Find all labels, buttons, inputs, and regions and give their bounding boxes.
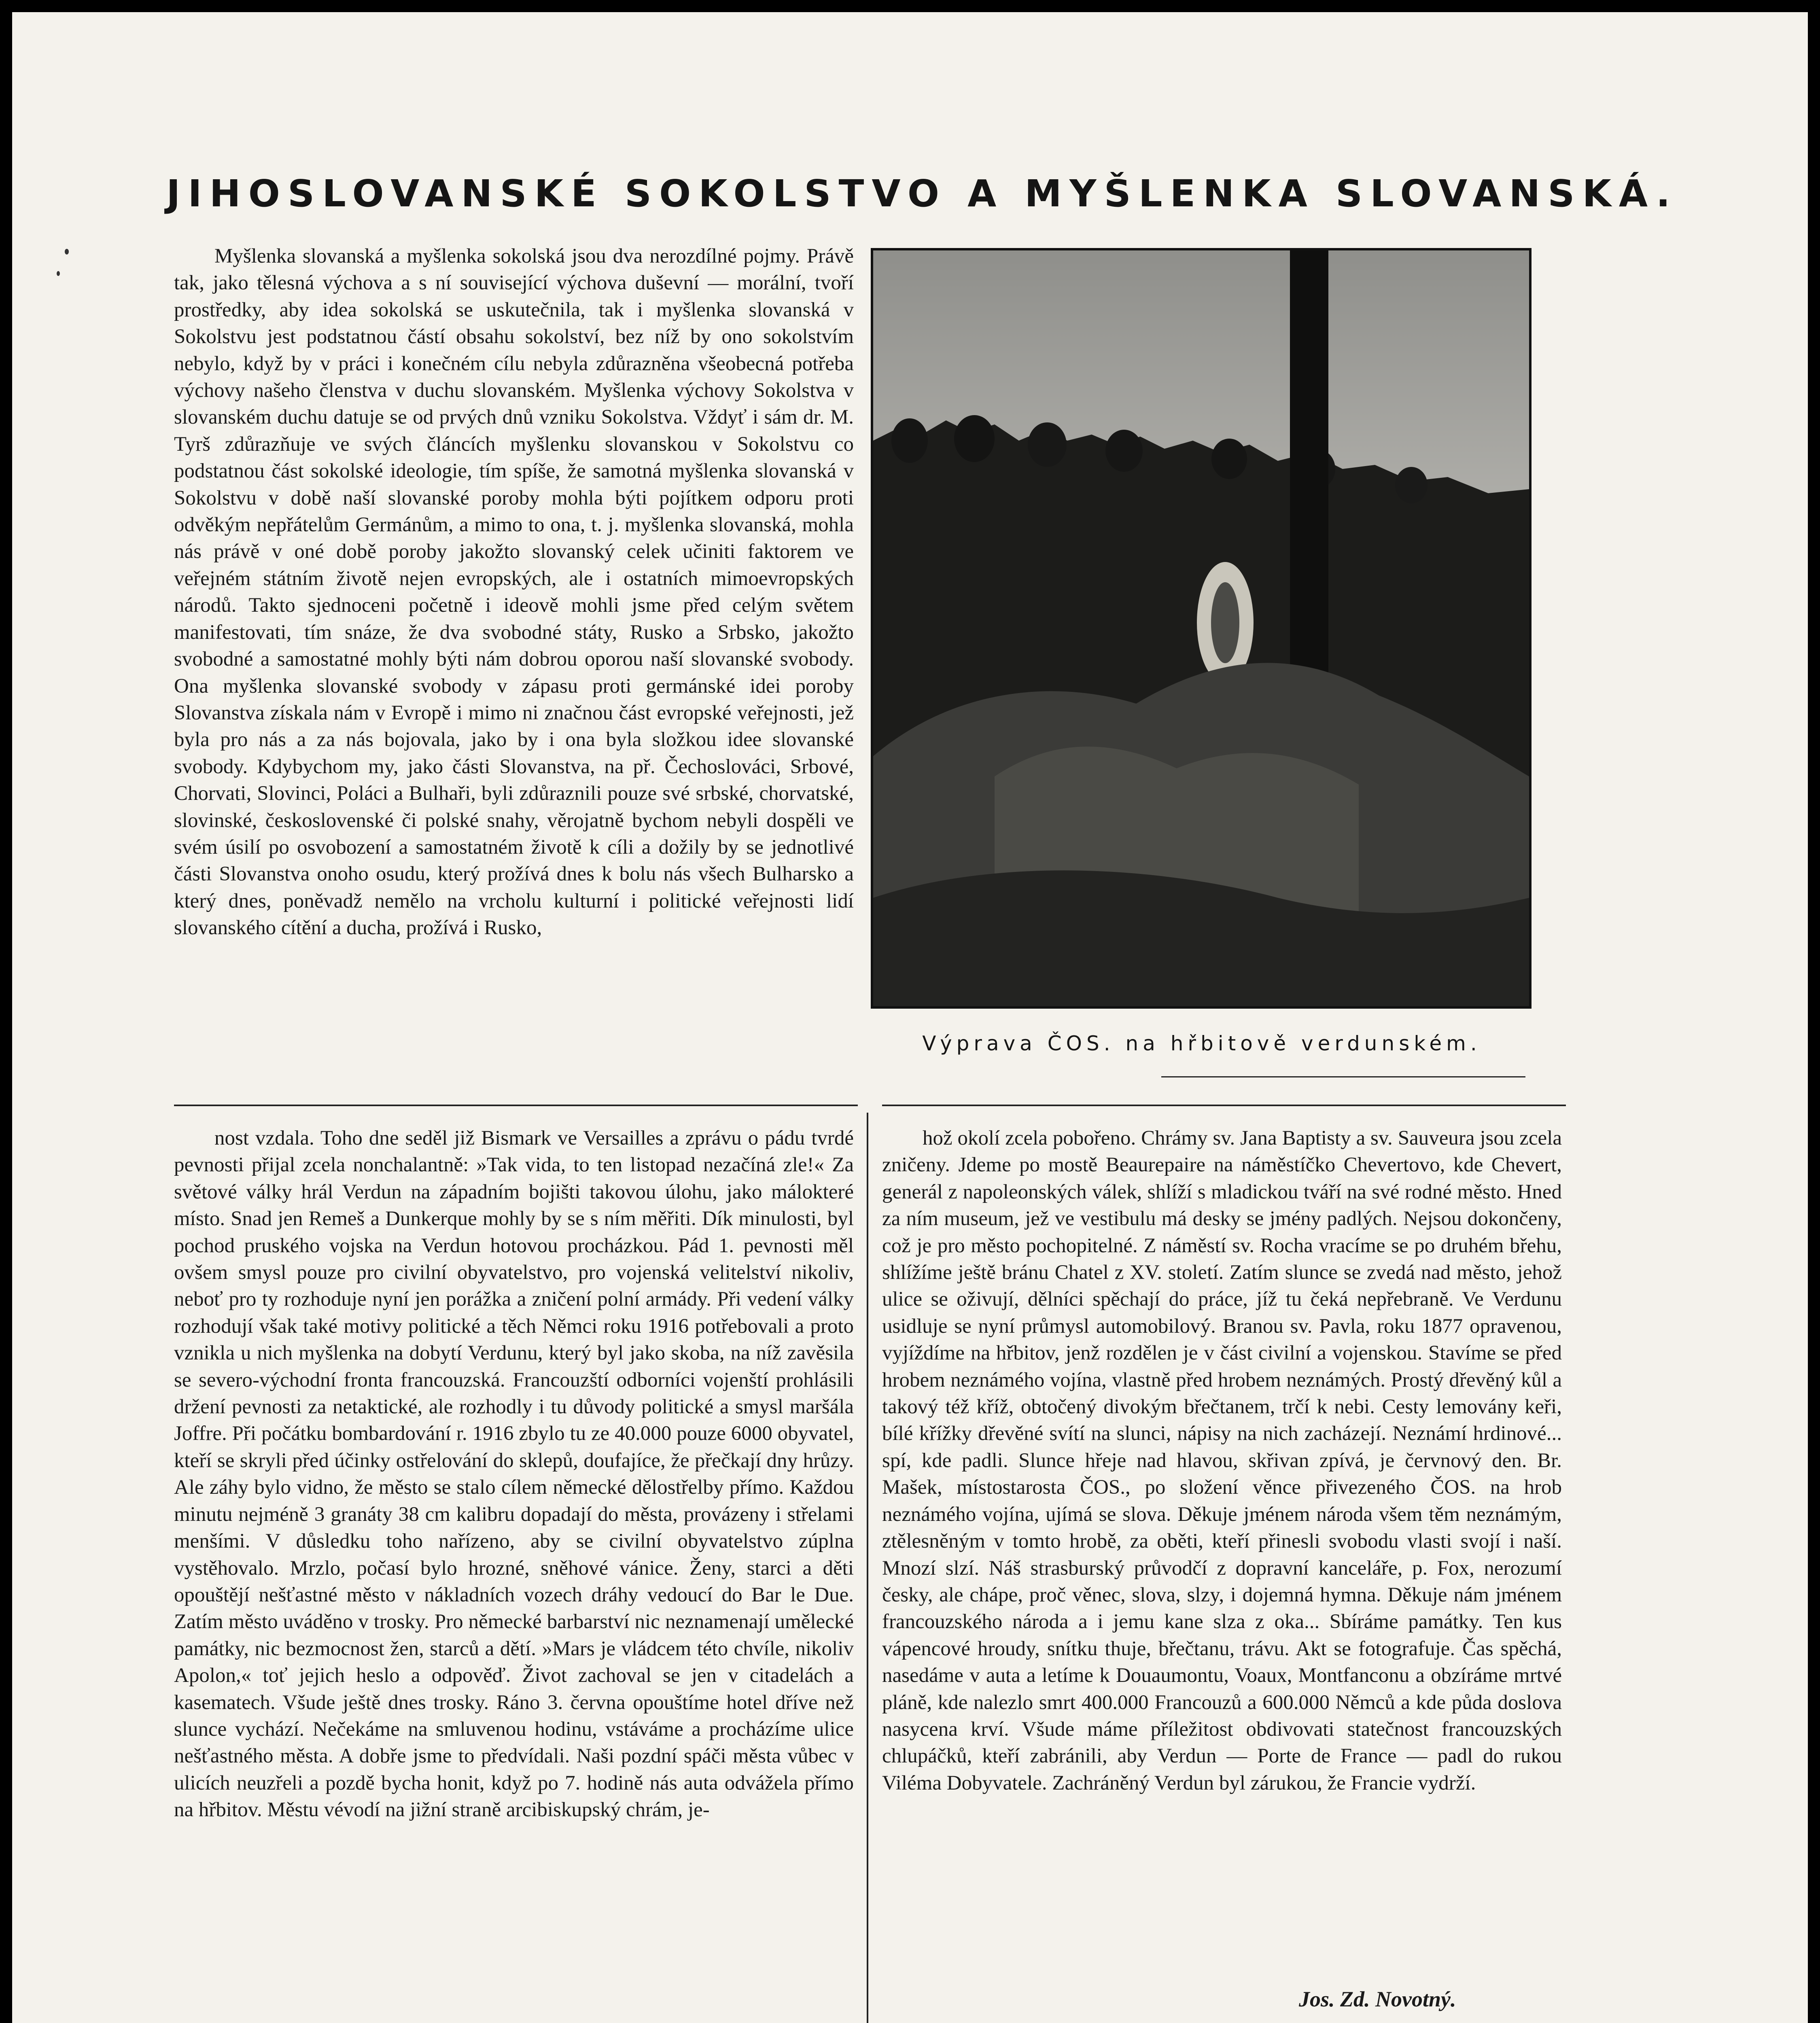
column-separator — [867, 1113, 868, 2023]
section-divider-right — [882, 1105, 1566, 1106]
scan-speck — [65, 249, 69, 254]
page-sheet — [12, 12, 1808, 2023]
photo-caption: Výprava ČOS. na hřbitově verdunském. — [922, 1032, 1481, 1055]
section-divider-left — [174, 1105, 858, 1106]
left-column-text: nost vzdala. Toho dne seděl již Bismark ve Versailles a zprávu o pádu tvrdé pevnosti přijal zcela nonchalantně: »Tak vida, to ten listopad nezačíná zle!« Za světové války hrál Verdun na západním bojišti takovou úlohu, jako málokteré místo. Snad jen Remeš a Dunkerque mohly by se s ním měřiti. Dík minulosti, byl pochod pruského vojska na Verdun hotovou procházkou. Pád 1. pevnosti měl ovšem smysl pouze pro civilní obyvatelstvo, pro vojenská velitelství nikoliv, neboť pro ty rozhoduje nyní jen porážka a zničení polní armády. Při vedení války rozhodují však také motivy politické a těch Němci roku 1916 potřebovali a proto vznikla u nich myšlenka na dobytí Verdunu, který byl jako skoba, na níž zavěsila se severo-východní fronta francouzská. Francouzští odborníci vojenští prohlásili držení pevnosti za netaktické, ale rozhodly i tu důvody politické a smysl maršála Joffre. Při počátku bombardování r. 1916 zbylo tu ze 40.000 pouze 6000 obyvatel, kteří se skryli před účinky ostřelování do sklepů, doufajíce, že přečkají dny hrůzy. Ale záhy bylo vidno, že město se stalo cílem německé dělostřelby přímo. Každou minutu nejméně 3 granáty 38 cm kalibru dopadají do města, provázeny i střelami menšími. V důsledku toho nařízeno, aby se civilní obyvatelstvo zúplna vystěhovalo. Mrzlo, počasí bylo hrozné, sněhové vánice. Ženy, starci a děti opouštějí nešťastné město v nákladních vozech dráhy vedoucí do Bar le Due. Zatím město uváděno v trosky. Pro německé barbarství nic neznamenají umělecké památky, nic bezmocnost žen, starců a dětí. »Mars je vládcem této chvíle, nikoliv Apolon,« toť jejich heslo a odpověď. Život zachoval se jen v citadelách a kasematech. Všude ještě dnes trosky. Ráno 3. června opouštíme hotel dříve než slunce vychází. Nečekáme na smluvenou hodinu, vstáváme a procházíme ulice nešťastného města. A dobře jsme to předvídali. Naši pozdní spáči města vůbec v ulicích neuzřeli a pozdě bycha honit, když po 7. hodině nás auta odvážela přímo na hřbitov. Městu vévodí na jižní straně arcibiskupský chrám, je- — [174, 1127, 854, 1822]
scan-speck — [57, 271, 60, 276]
caption-rule — [1161, 1076, 1525, 1077]
right-column-text: hož okolí zcela pobořeno. Chrámy sv. Jana Baptisty a sv. Sauveura jsou zcela zničeny. Jdeme po mostě Beaurepaire na náměstíčko Chevertovo, kde Chevert, generál z napoleonských válek, shlíží s mladickou tváří na své rodné město. Hned za ním museum, jež ve vestibulu má desky se jmény padlých. Nejsou dokončeny, což je pro město pochopitelné. Z náměstí sv. Rocha vracíme se po druhém břehu, shlížíme ještě bránu Chatel z XV. století. Zatím slunce se zvedá nad město, jehož ulice se oživují, dělníci spěchají do práce, jíž tu čeká nepřebraně. Ve Verdunu usidluje se nyní průmysl automobilový. Branou sv. Pavla, roku 1877 opravenou, vyjíždíme na hřbitov, jenž rozdělen je v část civilní a vojenskou. Stavíme se před hrobem neznámého vojína, vlastně před hrobem neznámých. Prostý dřevěný kůl a takový též kříž, obtočený divokým břečtanem, trčí k nebi. Cesty lemovány keři, bílé křížky dřevěné svítí na slunci, nápisy na nich zacházejí. Neznámí hrdinové... spí, kde padli. Slunce hřeje nad hlavou, skřivan zpívá, je červnový den. Br. Mašek, místostarosta ČOS., po složení věnce přivezeného ČOS. na hrob neznámého vojína, ujímá se slova. Děkuje jménem národa všem těm neznámým, ztělesněným v tomto hrobě, za oběti, kteří přinesli svobodu vlasti svojí i naší. Mnozí slzí. Náš strasburský průvodčí z dopravní kanceláře, p. Fox, nerozumí česky, ale chápe, proč věnec, slova, slzy, i dojemná hymna. Děkuje nám jménem francouzského národa a i jemu kane slza z oka... Sbíráme památky. Ten kus vápencové hroudy, snítku thuje, břečtanu, trávu. Akt se fotografuje. Čas spěchá, nasedáme v auta a letíme k Douaumontu, Voaux, Montfanconu a obzíráme mrtvé pláně, kde nalezlo smrt 400.000 Francouzů a 600.000 Němců a kde půda doslova nasycena krví. Všude máme příležitost obdivovati statečnost francouzských chlupáčků, kteří zabránili, aby Verdun — Porte de France — padl do rukou Viléma Dobyvatele. Zachráněný Verdun byl zárukou, že Francie vydrží. — [882, 1127, 1562, 1794]
author-signature: Jos. Zd. Novotný. — [1299, 1987, 1456, 2011]
cemetery-photo — [871, 248, 1532, 1009]
photo-image — [873, 250, 1529, 1006]
article-title: JIHOSLOVANSKÉ SOKOLSTVO A MYŠLENKA SLOVANSKÁ. — [166, 172, 1678, 215]
top-column-text: Myšlenka slovanská a myšlenka sokolská jsou dva nerozdílné pojmy. Právě tak, jako tělesná výchova a s ní související výchova duševní — morální, tvoří prostředky, aby idea sokolská se uskutečnila, tak i myšlenka slovanská v Sokolstvu jest podstatnou částí obsahu sokolství, bez níž by ono sokolstvím nebylo, když by v práci i konečném cílu nebyla zdůrazněna všeobecná potřeba výchovy našeho členstva v duchu slovanském. Myšlenka výchovy Sokolstva v slovanském duchu datuje se od prvých dnů vzniku Sokolstva. Vždyť i sám dr. M. Tyrš zdůrazňuje ve svých článcích myšlenku slovanskou v Sokolstvu co podstatnou část sokolské ideologie, tím spíše, že samotná myšlenka slovanská v Sokolstvu v době naší slovanské poroby mohla býti pojítkem odporu proti odvěkým nepřátelům Germánům, a mimo to ona, t. j. myšlenka slovanská, mohla nás právě v oné době poroby jakožto slovanský celek učiniti faktorem ve veřejném státním životě nejen evropských, ale i ostatních mimoevropských národů. Takto sjednoceni početně i ideově mohli jsme před celým světem manifestovati, tím snáze, že dva svobodné státy, Rusko a Srbsko, jakožto svobodné a samostatné mohly býti nám dobrou oporou naší slovanské svobody. Ona myšlenka slovanské svobody v zápasu proti germánské idei poroby Slovanstva získala nám v Evropě i mimo ni značnou část evropské veřejnosti, jež byla pro nás a za nás bojovala, jako by i ona byla složkou idee slovanské svobody. Kdybychom my, jako části Slovanstva, na př. Čechoslováci, Srbové, Chorvati, Slovinci, Poláci a Bulhaři, byli zdůraznili pouze své srbské, chorvatské, slovinské, československé či polské snahy, věrojatně bychom nebyli dospěli ve svém úsilí po osvobození a samostatném životě k cíli a dožily by se jednotlivé části Slovanstva onoho osudu, který prožívá dnes k bolu nás všech Bulharsko a který dnes, poněvadž nemělo na vrcholu kulturní i politické veřejnosti lidí slovanského cítění a ducha, prožívá i Rusko, — [174, 245, 854, 939]
